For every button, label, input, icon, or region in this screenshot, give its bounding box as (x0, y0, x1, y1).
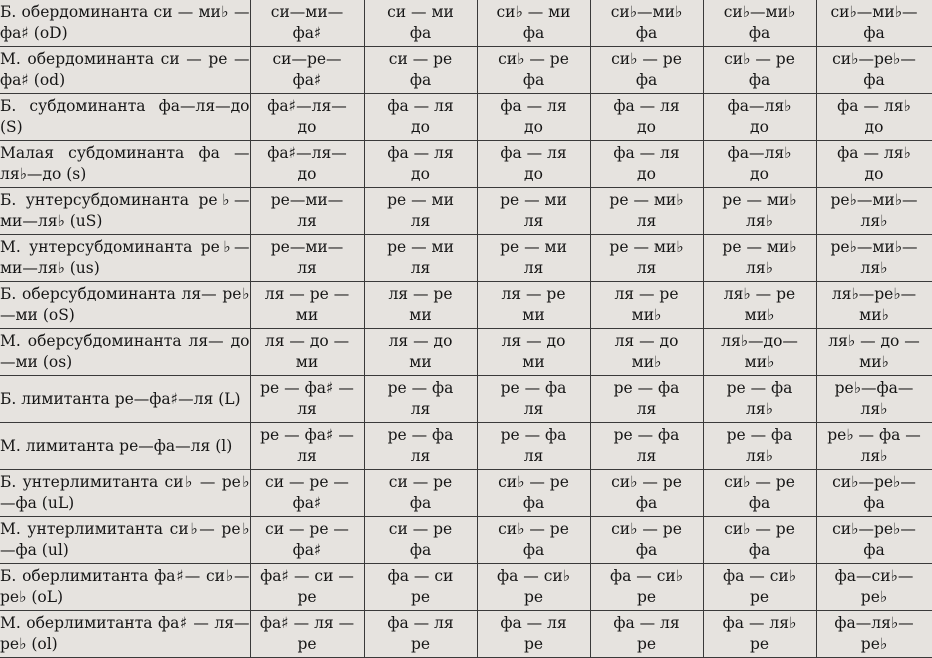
chord-cell (477, 94, 590, 141)
chord-cell (703, 188, 816, 235)
chord-cell (590, 376, 703, 423)
chord-cell (477, 235, 590, 282)
function-name: М. оберсубдоминанта ля— до—ми (os) (0, 329, 250, 376)
chord-cell (250, 564, 364, 611)
chord-line-top: си — ре — (265, 473, 349, 491)
chord-line-bottom: до (864, 118, 884, 136)
chord-line-bottom: ля♭ (860, 259, 888, 277)
table-row (0, 376, 932, 423)
chord-line-bottom: ля♭ (746, 400, 773, 418)
chord-cell (590, 470, 703, 517)
chord-cell (477, 611, 590, 658)
chord-cell (364, 0, 477, 47)
chord-line-top: ля♭—ре♭— (831, 285, 917, 303)
chord-line-bottom: фа (863, 24, 885, 42)
chord-line-bottom: ми♭ (859, 353, 889, 371)
chord-line-bottom: до (411, 118, 430, 136)
chord-line-top: си — ре (388, 473, 453, 491)
chord-cell (590, 141, 703, 188)
chord-line-bottom: до (637, 118, 656, 136)
chord-cell (250, 188, 364, 235)
chord-line-bottom: ля♭ (860, 447, 888, 465)
chord-line-bottom: фа♯ (292, 541, 322, 559)
chord-cell (816, 611, 932, 658)
chord-line-top: фа — си♭ (722, 567, 797, 585)
chord-line-bottom: ля (523, 259, 544, 277)
chord-line-top: фа — ля♭ (722, 614, 797, 632)
chord-line-bottom: фа♯ (292, 494, 322, 512)
chord-line-bottom: ля (523, 400, 544, 418)
chord-line-bottom: ре (410, 635, 431, 653)
chord-line-top: ре — фа (726, 426, 793, 444)
chord-line-bottom: ля (410, 400, 431, 418)
chord-line-top: ля♭ — до — (828, 332, 920, 350)
chord-cell (250, 517, 364, 564)
chord-line-top: фа♯—ля— (267, 144, 347, 162)
chord-line-top: фа — си♭ (609, 567, 684, 585)
chord-cell (590, 564, 703, 611)
chord-line-top: ре — ми (387, 238, 454, 256)
chord-line-top: ля♭ — ре (723, 285, 796, 303)
chord-line-bottom: до (864, 165, 884, 183)
chord-line-bottom: ля (297, 400, 317, 418)
function-name: М. унтерсубдоминанта ре♭— ми—ля♭ (us) (0, 235, 250, 282)
chord-line-bottom: ля♭ (860, 212, 888, 230)
chord-line-bottom: ми (295, 353, 319, 371)
chord-cell (250, 0, 364, 47)
function-name: Б. унтерлимитанта си♭ — ре♭—фа (uL) (0, 470, 250, 517)
chord-cell (703, 470, 816, 517)
chord-line-top: ля — ре (388, 285, 453, 303)
chord-line-bottom: фа (863, 71, 885, 89)
chord-cell (703, 47, 816, 94)
chord-cell (477, 564, 590, 611)
chord-line-top: ля — до — (264, 332, 350, 350)
chord-line-top: ре—ми— (270, 238, 344, 256)
chord-line-top: ре — фа (500, 426, 567, 444)
chord-line-top: фа — си♭ (496, 567, 571, 585)
chord-line-top: си♭ — ре (498, 520, 569, 538)
chord-cell (703, 0, 816, 47)
chord-line-top: си — ре (388, 520, 453, 538)
chord-line-top: си♭ — ре (611, 473, 682, 491)
chord-line-bottom: фа♯ (292, 71, 322, 89)
chord-line-bottom: ре (636, 635, 657, 653)
chord-line-top: ля — ре (614, 285, 679, 303)
chord-line-top: ре — фа (500, 379, 567, 397)
chord-cell (590, 47, 703, 94)
chord-cell (590, 423, 703, 470)
chord-cell (477, 47, 590, 94)
chord-cell (816, 423, 932, 470)
chord-line-top: фа—ля♭ (727, 97, 792, 115)
chord-line-bottom: ре (297, 635, 317, 653)
chord-line-bottom: ми (295, 306, 319, 324)
chord-line-bottom: ми♭ (631, 306, 662, 324)
chord-line-bottom: ля (636, 259, 657, 277)
table-row (0, 470, 932, 517)
table-row (0, 423, 932, 470)
chord-line-top: си♭—ми♭ (610, 3, 683, 21)
chord-cell (477, 282, 590, 329)
chord-cell (590, 94, 703, 141)
chord-line-top: фа — ля (500, 614, 567, 632)
chord-line-top: фа — ля (387, 97, 454, 115)
chord-line-bottom: ми♭ (859, 306, 889, 324)
chord-cell (703, 141, 816, 188)
function-name: Б. оберлимитанта фа♯— си♭—ре♭ (oL) (0, 564, 250, 611)
chord-line-bottom: ля (410, 259, 431, 277)
chord-line-bottom: ми♭ (631, 353, 662, 371)
chord-line-bottom: ля (297, 447, 317, 465)
chord-line-bottom: ми♭ (744, 353, 775, 371)
chord-cell (816, 0, 932, 47)
chord-line-top: ре — фа♯ — (260, 379, 354, 397)
chord-line-bottom: фа (635, 24, 658, 42)
chord-cell (364, 423, 477, 470)
chord-cell (250, 329, 364, 376)
chord-cell (590, 329, 703, 376)
chord-cell (250, 376, 364, 423)
chord-line-top: си♭ — ре (724, 473, 795, 491)
chord-line-bottom: ля♭ (746, 259, 773, 277)
chord-line-top: фа—ля♭ (727, 144, 792, 162)
chord-line-top: си♭ — ми (496, 3, 571, 21)
table-row (0, 47, 932, 94)
chord-cell (364, 611, 477, 658)
chord-line-top: ре — ми♭ (609, 191, 684, 209)
table-row (0, 188, 932, 235)
chord-line-bottom: фа♯ (292, 24, 322, 42)
chord-cell (816, 235, 932, 282)
chord-line-bottom: фа (409, 24, 432, 42)
function-name: М. оберлимитанта фа♯ — ля—ре♭ (ol) (0, 611, 250, 658)
chord-line-top: ре♭—ми♭— (830, 191, 918, 209)
chord-cell (816, 329, 932, 376)
chord-line-top: фа — ля (387, 614, 454, 632)
chord-line-top: ре — ми (500, 238, 567, 256)
chord-line-bottom: до (297, 118, 317, 136)
chord-line-top: фа — ля (613, 144, 680, 162)
chord-line-top: си — ре — (265, 520, 349, 538)
chord-cell (703, 376, 816, 423)
chord-cell (250, 94, 364, 141)
table-row (0, 0, 932, 47)
chord-line-top: фа — ля (613, 97, 680, 115)
chord-line-top: фа — ля♭ (837, 144, 911, 162)
chord-line-top: си♭ — ре (611, 50, 682, 68)
chord-cell (364, 235, 477, 282)
chord-line-top: ля — до (614, 332, 679, 350)
chord-line-bottom: до (411, 165, 430, 183)
chord-line-top: фа♯ — си — (260, 567, 354, 585)
chord-cell (703, 282, 816, 329)
chord-line-bottom: ля (636, 400, 657, 418)
chord-line-top: ре♭—ми♭— (830, 238, 918, 256)
chord-line-top: си♭—ми♭— (830, 3, 918, 21)
chord-line-top: си♭—ре♭— (832, 473, 916, 491)
function-name: Малая субдоминанта фа — ля♭—до (s) (0, 141, 250, 188)
table-row (0, 517, 932, 564)
chord-cell (590, 0, 703, 47)
chord-line-bottom: ля (297, 212, 317, 230)
chord-line-bottom: ля (297, 259, 317, 277)
chord-line-top: фа — ля (387, 144, 454, 162)
chord-cell (250, 611, 364, 658)
chord-line-bottom: фа (748, 71, 771, 89)
function-name: М. обердоминанта си — ре — фа♯ (od) (0, 47, 250, 94)
chord-cell (816, 470, 932, 517)
chord-line-bottom: до (750, 165, 769, 183)
chord-line-bottom: фа (635, 541, 658, 559)
function-name: Б. оберсубдоминанта ля— ре♭—ми (oS) (0, 282, 250, 329)
chord-line-bottom: ре (749, 588, 770, 606)
chord-cell (590, 611, 703, 658)
chord-line-top: ре — фа♯ — (260, 426, 354, 444)
chord-line-top: ре♭—фа— (834, 379, 914, 397)
chord-line-bottom: ля (523, 447, 544, 465)
chord-line-top: си♭ — ре (498, 473, 569, 491)
chord-cell (364, 188, 477, 235)
chord-line-top: ля — ре — (264, 285, 350, 303)
chord-line-bottom: ля (410, 212, 431, 230)
chord-line-bottom: ре (523, 588, 544, 606)
chord-line-bottom: ля (410, 447, 431, 465)
chord-cell (364, 282, 477, 329)
chord-line-top: ре — фа (387, 379, 454, 397)
chord-line-top: фа — ля (500, 144, 567, 162)
chord-line-top: фа—си♭— (834, 567, 914, 585)
chord-line-top: ре — ми♭ (722, 191, 797, 209)
chord-line-top: ре — ми (387, 191, 454, 209)
chord-cell (250, 470, 364, 517)
chord-line-bottom: фа (522, 71, 545, 89)
chord-line-bottom: ре♭ (860, 635, 888, 653)
chord-cell (477, 470, 590, 517)
chord-cell (364, 564, 477, 611)
chord-cell (703, 564, 816, 611)
chord-cell (703, 611, 816, 658)
chord-cell (477, 517, 590, 564)
chord-cell (816, 94, 932, 141)
chord-cell (250, 141, 364, 188)
chord-line-bottom: ля (636, 212, 657, 230)
chord-cell (816, 47, 932, 94)
chord-line-top: ре—ми— (270, 191, 344, 209)
chord-line-top: фа — ля (500, 97, 567, 115)
table-row (0, 141, 932, 188)
chord-line-bottom: фа (409, 494, 432, 512)
chord-line-bottom: фа (635, 494, 658, 512)
chord-cell (250, 47, 364, 94)
table-row (0, 329, 932, 376)
chord-cell (590, 188, 703, 235)
chord-cell (590, 517, 703, 564)
chord-line-bottom: фа (863, 494, 885, 512)
chord-cell (816, 517, 932, 564)
chord-cell (364, 329, 477, 376)
chord-line-top: си♭ — ре (724, 50, 795, 68)
chord-cell (477, 423, 590, 470)
chord-line-bottom: ля (636, 447, 657, 465)
chord-line-top: фа♯ — ля — (259, 614, 355, 632)
chord-line-top: си — ре (388, 50, 453, 68)
chord-cell (364, 470, 477, 517)
chord-line-bottom: до (524, 165, 543, 183)
chord-line-top: си♭—ре♭— (832, 520, 916, 538)
chord-cell (250, 423, 364, 470)
chord-line-bottom: ре (523, 635, 544, 653)
table-row (0, 94, 932, 141)
function-name: М. лимитанта ре—фа—ля (l) (0, 423, 250, 470)
chord-line-top: ля — до (501, 332, 566, 350)
chord-line-bottom: фа (522, 24, 545, 42)
chord-line-bottom: ре (297, 588, 317, 606)
table-row (0, 564, 932, 611)
chord-line-top: ре — ми♭ (722, 238, 797, 256)
function-name: Б. субдоминанта фа—ля—до (S) (0, 94, 250, 141)
chord-line-top: фа♯—ля— (267, 97, 347, 115)
chord-cell (703, 235, 816, 282)
chord-line-top: ре — фа (726, 379, 793, 397)
chord-line-bottom: до (637, 165, 656, 183)
function-name: Б. обердоминанта си — ми♭ — фа♯ (oD) (0, 0, 250, 47)
function-name: Б. унтерсубдоминанта ре♭— ми—ля♭ (uS) (0, 188, 250, 235)
chord-line-top: си♭ — ре (611, 520, 682, 538)
chord-line-top: ля — до (388, 332, 453, 350)
chord-line-bottom: фа (635, 71, 658, 89)
chord-line-top: ре — фа (387, 426, 454, 444)
chord-line-bottom: ре♭ (860, 588, 888, 606)
chord-line-bottom: фа (522, 494, 545, 512)
chord-line-bottom: фа (748, 494, 771, 512)
function-name: Б. лимитанта ре—фа♯—ля (L) (0, 376, 250, 423)
chord-line-top: ля♭—до— (721, 332, 798, 350)
chord-cell (703, 423, 816, 470)
chord-cell (364, 47, 477, 94)
chord-cell (477, 188, 590, 235)
chord-line-bottom: ми♭ (744, 306, 775, 324)
chord-line-bottom: ля♭ (860, 400, 888, 418)
chord-cell (703, 329, 816, 376)
chord-cell (703, 517, 816, 564)
function-name: М. унтерлимитанта си♭— ре♭—фа (ul) (0, 517, 250, 564)
table-row (0, 235, 932, 282)
chord-line-bottom: ми (522, 353, 545, 371)
chord-line-bottom: фа (409, 541, 432, 559)
chord-line-top: ре♭ — фа — (827, 426, 921, 444)
chord-line-top: ре — ми (500, 191, 567, 209)
chord-line-top: ре — ми♭ (609, 238, 684, 256)
table-row (0, 611, 932, 658)
chord-line-bottom: фа (748, 541, 771, 559)
chord-cell (816, 282, 932, 329)
chord-cell (816, 376, 932, 423)
chord-line-bottom: ля (523, 212, 544, 230)
chord-cell (364, 376, 477, 423)
chord-line-top: фа — ля (613, 614, 680, 632)
chord-line-top: си♭ — ре (498, 50, 569, 68)
chord-line-top: ля — ре (501, 285, 566, 303)
chord-line-top: си—ми— (270, 3, 344, 21)
chord-line-top: си—ре— (272, 50, 342, 68)
chord-line-top: си♭—ре♭— (832, 50, 916, 68)
chord-cell (703, 94, 816, 141)
chord-line-bottom: фа (522, 541, 545, 559)
chord-line-bottom: до (524, 118, 543, 136)
table-row (0, 282, 932, 329)
chord-cell (477, 329, 590, 376)
chord-line-bottom: до (297, 165, 317, 183)
chord-line-top: си♭—ми♭ (723, 3, 796, 21)
chord-line-bottom: ми (409, 353, 432, 371)
chord-line-top: ре — фа (613, 379, 680, 397)
chord-cell (477, 141, 590, 188)
chord-cell (364, 517, 477, 564)
chord-cell (816, 564, 932, 611)
chord-cell (250, 235, 364, 282)
chord-line-top: фа — ля♭ (837, 97, 911, 115)
chord-line-bottom: фа (409, 71, 432, 89)
chord-line-bottom: ми (522, 306, 545, 324)
chord-line-bottom: ре (749, 635, 770, 653)
chord-cell (590, 235, 703, 282)
chord-line-bottom: ля♭ (746, 212, 773, 230)
chord-cell (250, 282, 364, 329)
chord-cell (816, 141, 932, 188)
chord-cell (590, 282, 703, 329)
chord-line-top: си — ми (387, 3, 454, 21)
chord-line-bottom: ре (410, 588, 431, 606)
chord-line-bottom: ми (409, 306, 432, 324)
chord-line-bottom: до (750, 118, 769, 136)
chord-cell (364, 94, 477, 141)
chord-cell (477, 0, 590, 47)
chord-cell (477, 376, 590, 423)
chord-line-top: ре — фа (613, 426, 680, 444)
chord-line-bottom: фа (863, 541, 885, 559)
chord-line-top: фа—ля♭— (834, 614, 914, 632)
chord-cell (364, 141, 477, 188)
chord-line-bottom: ре (636, 588, 657, 606)
chord-line-top: фа — си (387, 567, 454, 585)
chord-line-bottom: фа (748, 24, 771, 42)
chord-line-bottom: ля♭ (746, 447, 773, 465)
chord-cell (816, 188, 932, 235)
chord-line-top: си♭ — ре (724, 520, 795, 538)
